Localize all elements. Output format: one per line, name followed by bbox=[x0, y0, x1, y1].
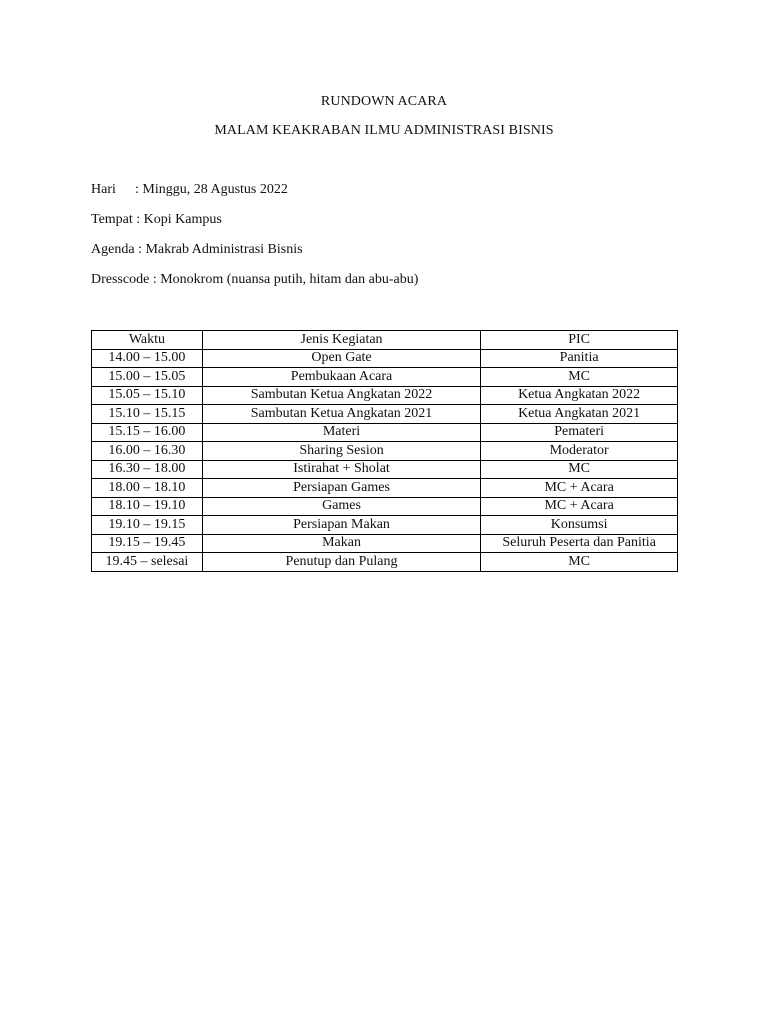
info-separator: : bbox=[132, 212, 144, 227]
info-label: Dresscode bbox=[91, 272, 150, 287]
cell-waktu: 15.00 – 15.05 bbox=[92, 368, 203, 387]
cell-kegiatan: Persiapan Makan bbox=[202, 516, 480, 535]
cell-waktu: 19.15 – 19.45 bbox=[92, 534, 203, 553]
table-row bbox=[92, 442, 678, 461]
cell-pic: Ketua Angkatan 2021 bbox=[481, 405, 678, 424]
cell-pic: Ketua Angkatan 2022 bbox=[481, 386, 678, 405]
table-row bbox=[92, 386, 678, 405]
info-label: Agenda bbox=[91, 242, 135, 257]
cell-pic: MC bbox=[481, 460, 678, 479]
info-line-agenda bbox=[91, 242, 303, 258]
info-value: Minggu, 28 Agustus 2022 bbox=[142, 182, 288, 197]
info-separator: : bbox=[135, 182, 143, 197]
info-line-hari bbox=[91, 182, 288, 198]
cell-waktu: 14.00 – 15.00 bbox=[92, 349, 203, 368]
cell-pic: Moderator bbox=[481, 442, 678, 461]
cell-kegiatan: Pembukaan Acara bbox=[202, 368, 480, 387]
cell-pic: MC bbox=[481, 553, 678, 572]
cell-waktu: 15.15 – 16.00 bbox=[92, 423, 203, 442]
info-separator: : bbox=[134, 242, 146, 257]
cell-waktu: 16.00 – 16.30 bbox=[92, 442, 203, 461]
table-row bbox=[92, 534, 678, 553]
cell-waktu: 19.10 – 19.15 bbox=[92, 516, 203, 535]
info-value: Makrab Administrasi Bisnis bbox=[145, 242, 303, 257]
cell-waktu: 19.45 – selesai bbox=[92, 553, 203, 572]
table-row bbox=[92, 516, 678, 535]
cell-pic: Panitia bbox=[481, 349, 678, 368]
info-value: Monokrom (nuansa putih, hitam dan abu-abu) bbox=[160, 272, 419, 287]
document-title: RUNDOWN ACARA bbox=[320, 94, 448, 109]
cell-pic: MC + Acara bbox=[481, 479, 678, 498]
cell-kegiatan: Sambutan Ketua Angkatan 2022 bbox=[202, 386, 480, 405]
rundown-table bbox=[91, 330, 678, 572]
info-value: Kopi Kampus bbox=[143, 212, 222, 227]
info-line-dresscode bbox=[91, 272, 418, 288]
info-separator: : bbox=[149, 272, 161, 287]
table-row bbox=[92, 479, 678, 498]
cell-pic: Seluruh Peserta dan Panitia bbox=[481, 534, 678, 553]
column-header-waktu: Waktu bbox=[92, 331, 203, 350]
column-header-jenis-kegiatan: Jenis Kegiatan bbox=[202, 331, 480, 350]
cell-pic: MC bbox=[481, 368, 678, 387]
cell-waktu: 16.30 – 18.00 bbox=[92, 460, 203, 479]
cell-pic: MC + Acara bbox=[481, 497, 678, 516]
cell-waktu: 18.00 – 18.10 bbox=[92, 479, 203, 498]
document-subtitle: MALAM KEAKRABAN ILMU ADMINISTRASI BISNIS bbox=[214, 123, 554, 138]
column-header-pic: PIC bbox=[481, 331, 678, 350]
table-row bbox=[92, 553, 678, 572]
cell-kegiatan: Materi bbox=[202, 423, 480, 442]
cell-kegiatan: Persiapan Games bbox=[202, 479, 480, 498]
info-line-tempat bbox=[91, 212, 222, 228]
table-row bbox=[92, 349, 678, 368]
cell-pic: Konsumsi bbox=[481, 516, 678, 535]
table-row bbox=[92, 405, 678, 424]
cell-pic: Pemateri bbox=[481, 423, 678, 442]
table-row bbox=[92, 423, 678, 442]
info-label: Tempat bbox=[91, 212, 133, 227]
table-row bbox=[92, 368, 678, 387]
cell-waktu: 18.10 – 19.10 bbox=[92, 497, 203, 516]
cell-kegiatan: Istirahat + Sholat bbox=[202, 460, 480, 479]
table-row bbox=[92, 460, 678, 479]
table-header-row bbox=[92, 331, 678, 350]
cell-kegiatan: Penutup dan Pulang bbox=[202, 553, 480, 572]
table-row bbox=[92, 497, 678, 516]
cell-kegiatan: Open Gate bbox=[202, 349, 480, 368]
cell-waktu: 15.10 – 15.15 bbox=[92, 405, 203, 424]
cell-kegiatan: Makan bbox=[202, 534, 480, 553]
cell-kegiatan: Sambutan Ketua Angkatan 2021 bbox=[202, 405, 480, 424]
cell-kegiatan: Games bbox=[202, 497, 480, 516]
cell-waktu: 15.05 – 15.10 bbox=[92, 386, 203, 405]
info-label: Hari bbox=[91, 182, 116, 197]
cell-kegiatan: Sharing Sesion bbox=[202, 442, 480, 461]
